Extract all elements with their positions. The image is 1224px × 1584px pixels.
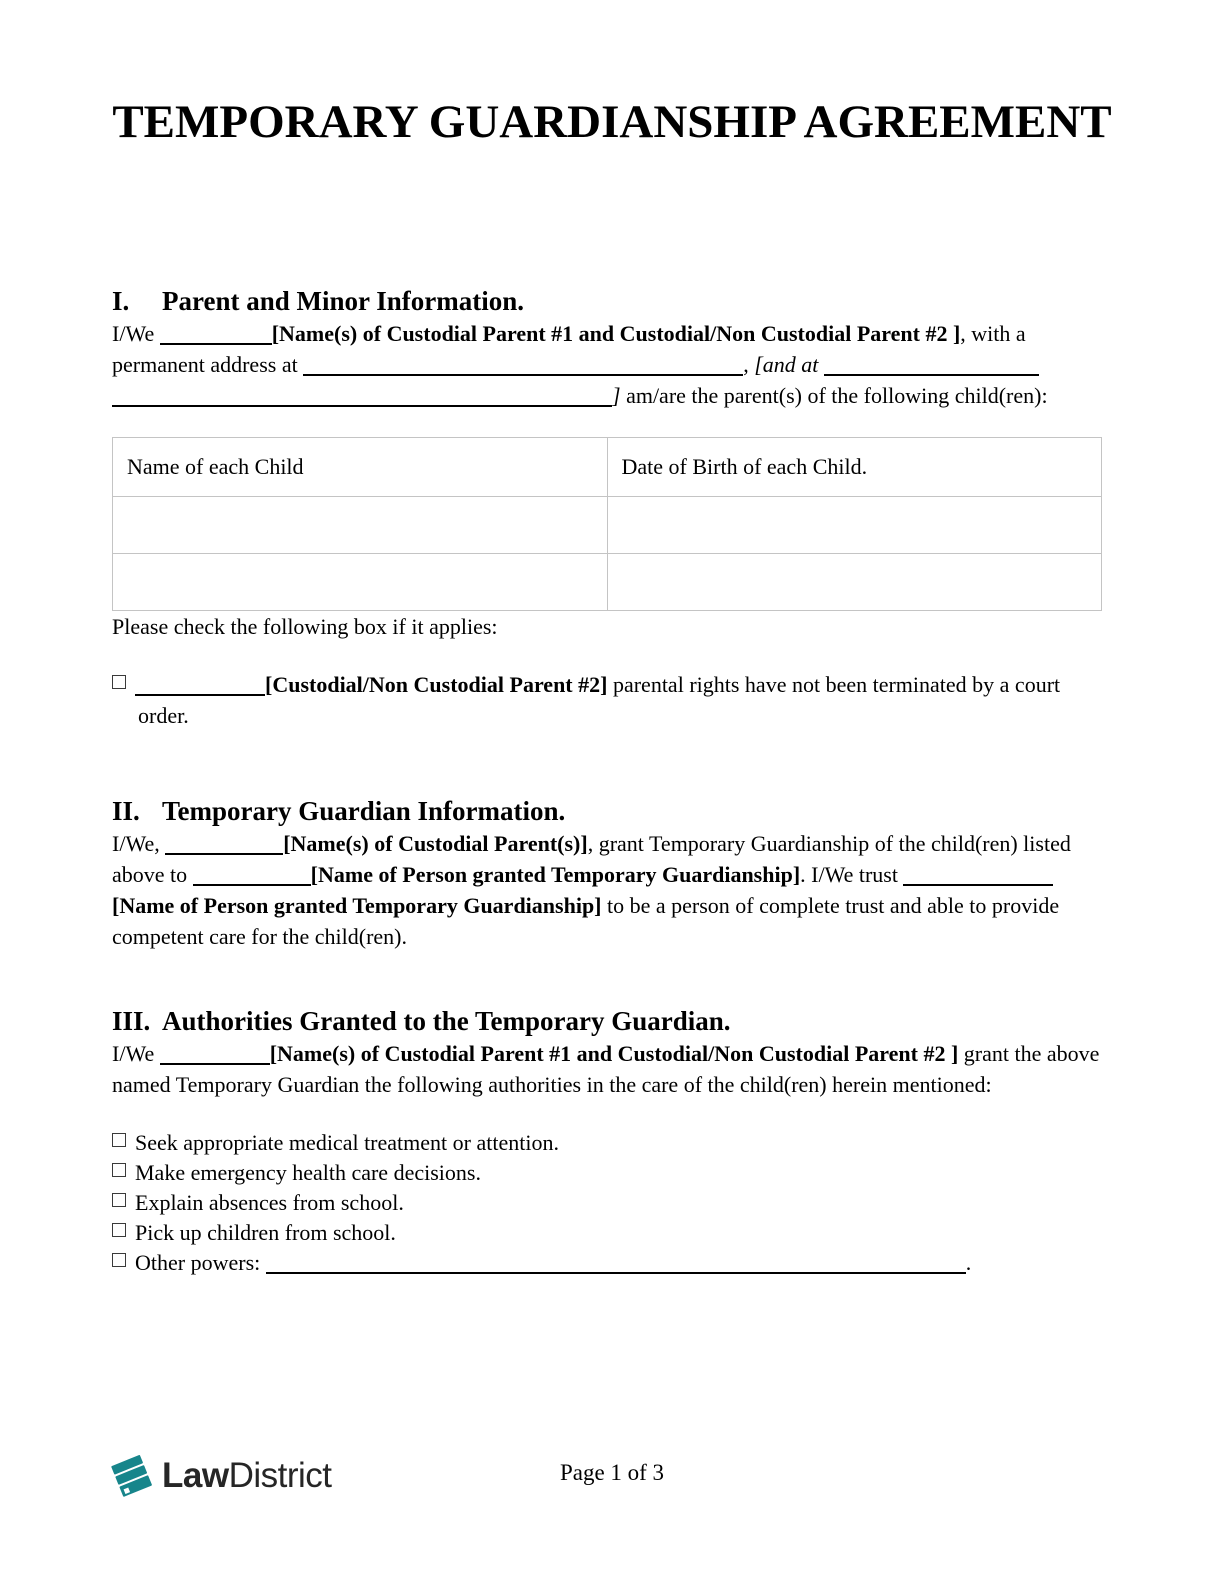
document-content [112,284,1112,1278]
authority-text [135,1250,971,1275]
text-run: I/We [112,1041,160,1066]
table-cell [113,497,608,554]
blank-field [135,679,265,696]
section-1-title: Parent and Minor Information. [162,286,525,316]
text-run: Make emergency health care decisions. [135,1160,481,1185]
checkbox-icon [112,1163,126,1177]
page-footer [0,1452,1224,1512]
text-run: , [743,352,755,377]
checkbox-icon [112,1223,126,1237]
logo-law: Law [162,1456,229,1495]
logo-district: District [228,1456,332,1495]
section-1-number: I. [112,286,130,316]
section-1-paragraph [112,318,1112,411]
blank-field [303,359,743,376]
checkbox-item-text [135,672,1060,728]
authority-item [112,1128,1112,1158]
authority-text [135,1190,404,1215]
table-row [113,554,1102,611]
text-run: [Name of Person granted Temporary Guardianship] [310,862,801,887]
section-2-heading [112,794,1112,828]
blank-field [266,1257,966,1274]
section-2-title: Temporary Guardian Information. [162,796,566,826]
authority-text [135,1130,559,1155]
text-run: [Name(s) of Custodial Parent #1 and Custodial/Non Custodial Parent #2 ] [269,1041,959,1066]
authority-text [135,1220,396,1245]
section-2-paragraph [112,828,1112,952]
check-prompt: Please check the following box if it applies: [112,614,498,639]
section-3-heading [112,1004,1112,1038]
section-1-heading [112,284,1112,318]
blank-field [165,838,283,855]
section-3-paragraph [112,1038,1112,1100]
text-run: [Custodial/Non Custodial Parent #2] [265,672,608,697]
text-run: , with a permanent address at [112,321,1026,377]
authorities-list [112,1128,1112,1278]
checkbox-icon [112,1253,126,1267]
blank-field [112,390,612,407]
authority-item [112,1158,1112,1188]
authority-text [135,1160,481,1185]
text-run: [Name(s) of Custodial Parent #1 and Custodial/Non Custodial Parent #2 ] [271,321,961,346]
children-table [112,437,1102,611]
table-header-row [113,438,1102,497]
table-cell [113,554,608,611]
text-run: [and at [754,352,824,377]
table-cell [607,497,1102,554]
checkbox-icon [112,1133,126,1147]
page-number: Page 1 of 3 [559,1460,665,1485]
section-3-title: Authorities Granted to the Temporary Guardian. [162,1006,731,1036]
authority-item [112,1218,1112,1248]
text-run: [Name(s) of Custodial Parent(s)] [283,831,588,856]
authority-item [112,1188,1112,1218]
parent2-rights-checkbox-item [112,669,1112,731]
blank-field [193,869,311,886]
text-run: parental rights have not been terminated by a court order. [138,672,1061,728]
section-2-number: II. [112,796,140,826]
table-header-cell: Name of each Child [113,438,608,497]
text-run: I/We, [112,831,166,856]
text-run: , grant Temporary Guardianship of the child(ren) listed above to [112,831,1071,887]
blank-field [160,1048,270,1065]
text-run: [Name of Person granted Temporary Guardianship] [112,893,602,918]
blank-field [160,328,272,345]
checkbox-icon [112,1193,126,1207]
text-run: Explain absences from school. [135,1190,404,1215]
text-run: ] [612,383,621,408]
text-run: . I/We trust [800,862,904,887]
blank-field [903,869,1053,886]
blank-field [824,359,1039,376]
text-run: . [965,1250,972,1275]
text-run: Other powers: [135,1250,266,1275]
text-run: am/are the parent(s) of the following child(ren): [620,383,1048,408]
authority-item [112,1248,1112,1278]
table-header-cell: Date of Birth of each Child. [607,438,1102,497]
section-3-number: III. [112,1006,151,1036]
text-run: Pick up children from school. [135,1220,396,1245]
table-row [113,497,1102,554]
text-run: I/We [112,321,160,346]
text-run: Seek appropriate medical treatment or attention. [135,1130,559,1155]
text-run: grant the above named Temporary Guardian the following authorities in the care of the child(ren) herein mentioned: [112,1041,1100,1097]
checkbox-icon [112,675,126,689]
table-cell [607,554,1102,611]
page-title: TEMPORARY GUARDIANSHIP AGREEMENT [112,96,1112,148]
text-run: to be a person of complete trust and able to provide competent care for the child(ren). [112,893,1060,949]
